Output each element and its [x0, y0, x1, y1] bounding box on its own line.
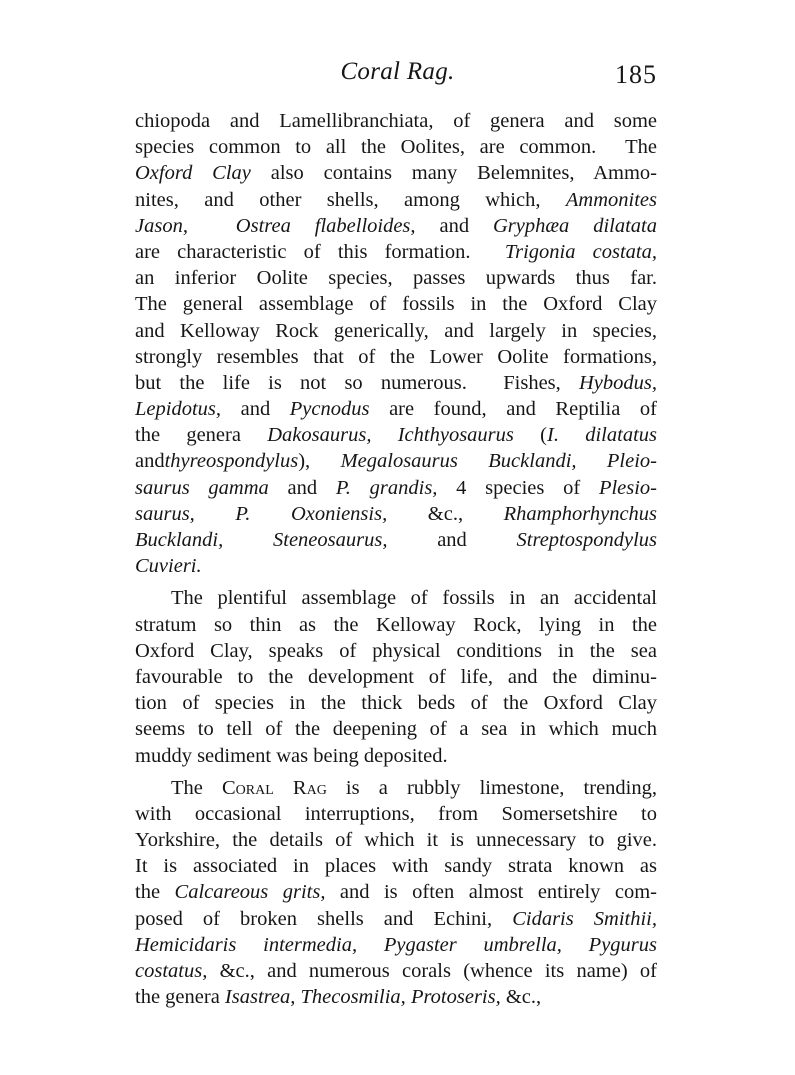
- text-run: The plentiful assemblage of fossils in an accidental: [171, 587, 657, 610]
- page-number: 185: [615, 60, 657, 89]
- text-line: [135, 716, 657, 742]
- text-line: [135, 422, 657, 448]
- text-line: [135, 932, 657, 958]
- text-line: [135, 239, 657, 265]
- text-run: [250, 503, 291, 525]
- text-run: chiopoda and Lamellibranchiata, of genera and some: [135, 110, 657, 132]
- text-run: and: [135, 450, 165, 473]
- text-run: (: [513, 424, 547, 447]
- text-line: [135, 664, 657, 690]
- text-run: are found, and Reptilia of: [369, 398, 657, 421]
- text-run: [188, 215, 236, 237]
- text-run: stratum so thin as the Kelloway Rock, lying in the: [135, 613, 657, 636]
- italic-text: Cuvieri.: [135, 555, 202, 578]
- italic-text: Jason,: [135, 214, 188, 237]
- text-run: [195, 503, 236, 525]
- italic-text: Steneosaurus,: [273, 529, 388, 551]
- text-line: [135, 265, 657, 291]
- italic-text: thyreospondylus: [164, 450, 299, 473]
- text-run: &c.,: [500, 986, 542, 1009]
- text-line: [135, 527, 657, 553]
- text-line: [135, 743, 657, 769]
- text-run: but the life is not so numerous. Fishes,: [135, 371, 579, 394]
- text-run: It is associated in places with sandy strata known as: [135, 855, 657, 878]
- small-caps-text: Coral Rag: [222, 776, 327, 799]
- text-line: [135, 906, 657, 932]
- text-line: [135, 958, 657, 984]
- text-run: and Kelloway Rock generically, and largely in species,: [135, 319, 657, 342]
- italic-text: Megalosaurus Bucklandi, Pleio-: [340, 450, 657, 473]
- italic-text: Pycnodus: [289, 398, 370, 421]
- text-run: and: [387, 529, 517, 551]
- text-run: favourable to the development of life, and the diminu-: [135, 665, 657, 688]
- italic-text: Hemicidaris intermedia, Pygaster umbrella, Pygurus: [135, 933, 657, 956]
- text-run: ),: [298, 450, 341, 473]
- text-run: tion of species in the thick beds of the Oxford Clay: [135, 692, 657, 715]
- text-line: [135, 853, 657, 879]
- italic-text: Dakosaurus,: [267, 424, 372, 447]
- text-line: [135, 448, 657, 474]
- text-run: the genera: [135, 424, 268, 447]
- text-line: [135, 984, 657, 1010]
- text-run: 4 species of: [437, 476, 599, 499]
- italic-text: Oxoniensis,: [290, 502, 388, 525]
- italic-text: P. grandis,: [335, 476, 438, 499]
- text-line: [135, 344, 657, 370]
- text-line: [135, 638, 657, 664]
- italic-text: Cidaris Smithii,: [512, 907, 657, 930]
- text-run: and: [268, 476, 336, 499]
- text-line: [135, 187, 657, 213]
- italic-text: Hybodus,: [578, 371, 657, 394]
- text-run: and: [415, 214, 493, 237]
- text-run: Yorkshire, the details of which it is unnecessary to give.: [135, 829, 657, 852]
- italic-text: Calcareous grits,: [174, 881, 326, 904]
- text-run: seems to tell of the deepening of a sea in which much: [135, 718, 657, 741]
- text-line: [135, 879, 657, 905]
- italic-text: Ammonites: [565, 188, 657, 211]
- text-line: [135, 690, 657, 716]
- text-run: are characteristic of this formation.: [135, 240, 505, 263]
- italic-text: Streptospondylus: [516, 529, 657, 551]
- italic-text: Ostrea flabelloides,: [235, 214, 416, 237]
- text-line: [135, 134, 657, 160]
- text-line: [135, 775, 657, 801]
- text-run: is a rubbly limestone, trending,: [326, 776, 657, 799]
- text-line: [135, 585, 657, 611]
- italic-text: Ichthyosaurus: [397, 424, 514, 447]
- italic-text: Plesio-: [598, 476, 657, 499]
- text-run: Oxford Clay, speaks of physical conditions in the sea: [135, 639, 657, 662]
- text-run: also contains many Belemnites, Ammo-: [250, 162, 657, 185]
- text-line: [135, 396, 657, 422]
- text-run: an inferior Oolite species, passes upwards thus far.: [135, 267, 657, 290]
- text-run: &c.,: [387, 502, 504, 525]
- italic-text: Gryphæa dilatata: [492, 214, 657, 237]
- italic-text: saurus,: [135, 502, 195, 525]
- text-run: the genera: [135, 986, 225, 1009]
- text-run: and: [221, 398, 290, 421]
- text-line: [135, 318, 657, 344]
- page-header: [0, 58, 795, 98]
- text-run: nites, and other shells, among which,: [135, 188, 566, 211]
- text-line: [135, 612, 657, 638]
- text-run: &c., and numerous corals (whence its name) of: [207, 960, 657, 982]
- text-line: [135, 553, 657, 579]
- text-run: muddy sediment was being deposited.: [135, 744, 448, 767]
- italic-text: costatus,: [135, 960, 208, 982]
- text-run: posed of broken shells and Echini,: [135, 907, 513, 930]
- text-run: The general assemblage of fossils in the Oxford Clay: [135, 293, 657, 316]
- text-line: [135, 501, 657, 527]
- text-run: strongly resembles that of the Lower Oolite formations,: [135, 345, 657, 368]
- italic-text: Trigonia costata,: [504, 240, 657, 263]
- italic-text: P.: [235, 502, 251, 525]
- italic-text: I. dilatatus: [547, 424, 657, 447]
- italic-text: Thecosmilia,: [300, 986, 406, 1009]
- italic-text: Rhamphorhynchus: [503, 502, 657, 525]
- italic-text: Oxford Clay: [135, 162, 251, 185]
- italic-text: Protoseris,: [410, 986, 501, 1009]
- text-line: [135, 801, 657, 827]
- text-line: [135, 108, 657, 134]
- text-line: [135, 160, 657, 186]
- italic-text: saurus gamma: [135, 476, 269, 499]
- text-run: and is often almost entirely com-: [325, 881, 657, 904]
- text-line: [135, 370, 657, 396]
- text-run: [371, 424, 397, 446]
- text-run: with occasional interruptions, from Somersetshire to: [135, 802, 657, 825]
- text-run: the: [135, 881, 175, 904]
- running-title: Coral Rag.: [340, 58, 455, 85]
- text-run: [223, 529, 273, 551]
- text-run: species common to all the Oolites, are common. The: [135, 136, 657, 159]
- text-line: [135, 213, 657, 239]
- text-line: [135, 291, 657, 317]
- text-line: [135, 475, 657, 501]
- italic-text: Isastrea,: [224, 986, 296, 1009]
- text-line: [135, 827, 657, 853]
- text-run: The: [171, 776, 222, 799]
- italic-text: Bucklandi,: [135, 529, 224, 551]
- italic-text: Lepidotus,: [135, 398, 221, 421]
- body-text: [135, 108, 657, 1010]
